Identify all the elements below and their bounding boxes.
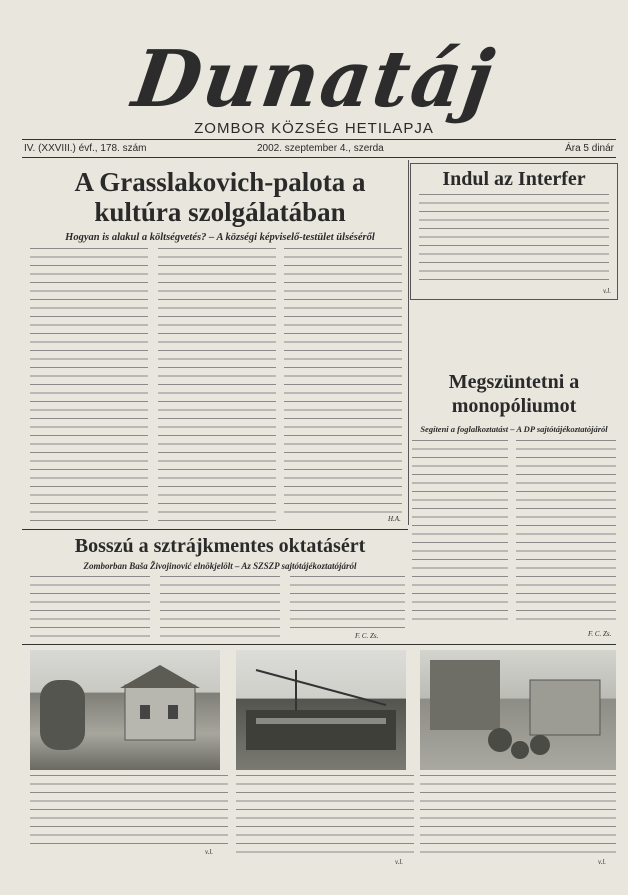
caption-right — [420, 775, 616, 855]
third-headline: Megszüntetni a monopóliumot — [448, 371, 580, 417]
second-signature: F. C. Zs. — [355, 632, 379, 640]
issue-number: IV. (XXVIII.) évf., 178. szám — [24, 143, 147, 154]
info-rule — [22, 157, 616, 158]
side-signature: v.l. — [602, 287, 611, 295]
photo-middle-image — [236, 650, 406, 770]
lead-signature: H.A. — [388, 515, 401, 523]
lead-column-3 — [284, 248, 402, 513]
lead-column-1 — [30, 248, 148, 523]
side-article-box — [410, 163, 618, 300]
top-rule — [22, 139, 616, 140]
photo-middle — [236, 650, 406, 770]
third-column-1 — [412, 440, 508, 625]
second-column-1 — [30, 576, 150, 638]
photo-left — [30, 650, 220, 770]
second-top-rule — [22, 529, 408, 530]
caption-left — [30, 775, 228, 845]
second-headline: Bosszú a sztrájkmentes oktatásért — [74, 535, 366, 557]
issue-price: Ára 5 dinár — [565, 143, 614, 154]
third-column-2 — [516, 440, 616, 625]
photo-right — [420, 650, 616, 770]
issue-info-bar — [22, 141, 616, 157]
photo-left-image — [30, 650, 220, 770]
caption-middle — [236, 775, 414, 855]
newspaper-title: Dunatáj — [127, 34, 501, 125]
second-subhead: Zomborban Baša Živojinović elnökjelölt – Az SZSZP sajtótájékoztatójáról — [83, 561, 357, 571]
third-subhead: Segíteni a foglalkoztatást – A DP sajtótájékoztatójáról — [420, 424, 608, 434]
newspaper-subtitle: ZOMBOR KÖZSÉG HETILAPJA — [194, 120, 434, 137]
photo-rule — [22, 644, 616, 645]
column-divider — [408, 160, 409, 525]
side-headline: Indul az Interfer — [442, 168, 586, 190]
lead-headline: A Grasslakovich-palota a kultúra szolgálatában — [74, 167, 366, 227]
side-text — [419, 194, 609, 286]
issue-date: 2002. szeptember 4., szerda — [257, 143, 384, 154]
lead-column-2 — [158, 248, 276, 523]
caption-left-signature: v.l. — [205, 848, 214, 856]
third-signature: F. C. Zs. — [588, 630, 612, 638]
second-column-2 — [160, 576, 280, 638]
lead-subhead: Hogyan is alakul a költségvetés? – A községi képviselő-testület ülséséről — [65, 232, 375, 243]
caption-middle-signature: v.l. — [395, 858, 404, 866]
second-column-3 — [290, 576, 405, 628]
photo-right-image — [420, 650, 616, 770]
caption-right-signature: v.l. — [598, 858, 607, 866]
